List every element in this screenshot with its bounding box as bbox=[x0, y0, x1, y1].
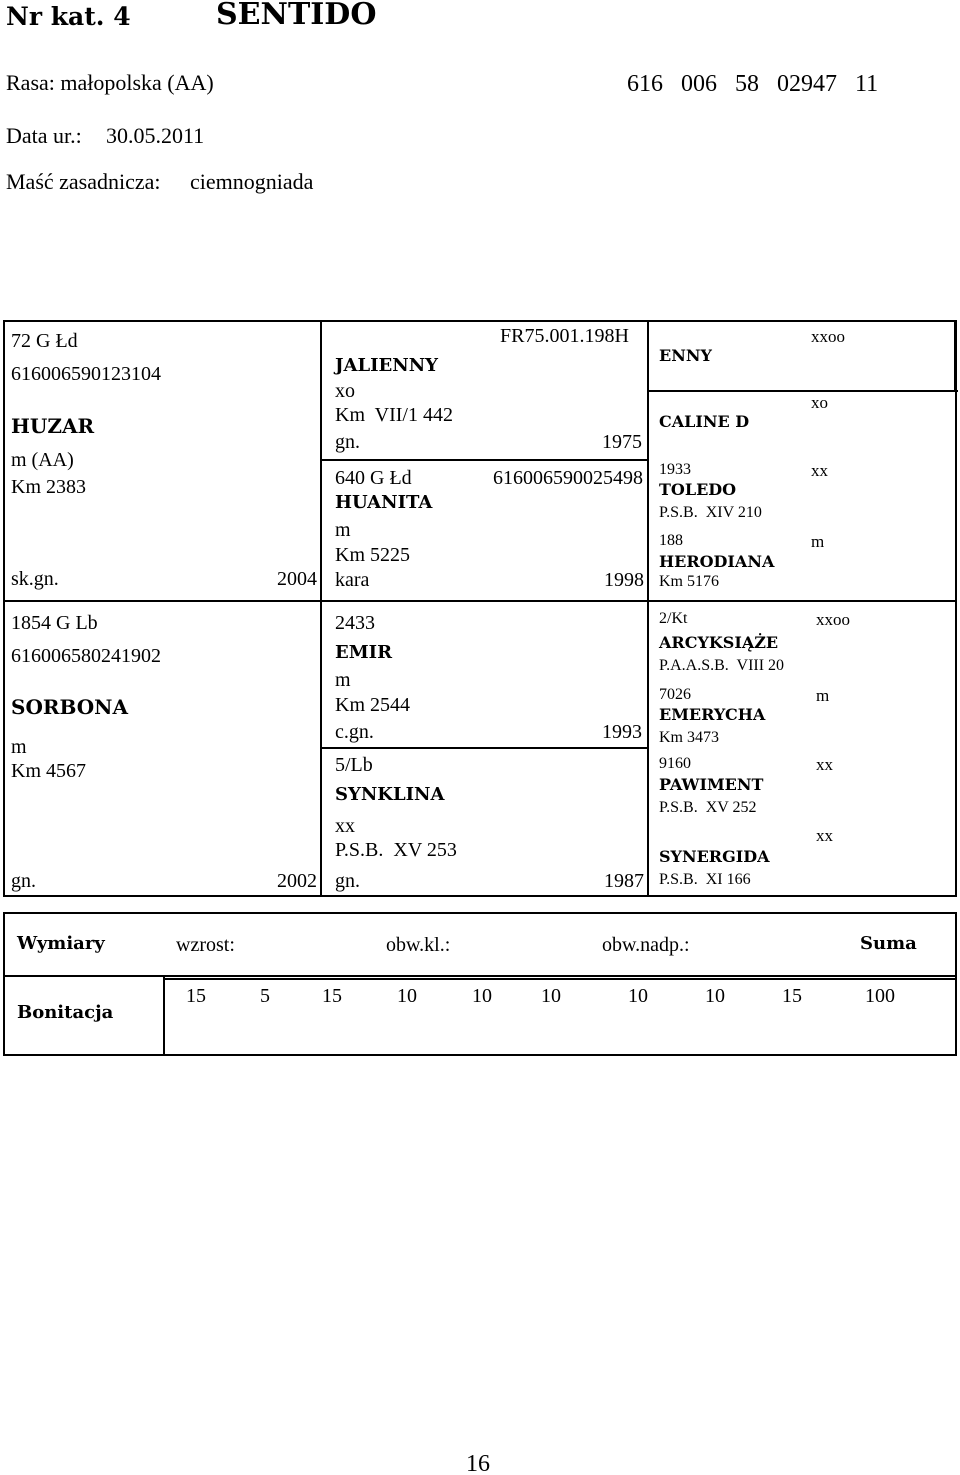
scores-frame bbox=[3, 912, 957, 1056]
sire-dam-color: kara bbox=[335, 569, 370, 591]
sire-sire-km: Km VII/1 442 bbox=[335, 404, 453, 426]
score-7: 10 bbox=[628, 985, 648, 1007]
sire-sire-name: JALIENNY bbox=[335, 355, 439, 376]
dam-id: 616006580241902 bbox=[11, 645, 161, 667]
score-8: 10 bbox=[705, 985, 725, 1007]
sire-dam-year: 1998 bbox=[604, 569, 644, 591]
dam-line1: 1854 G Lb bbox=[11, 612, 98, 634]
sire-name: HUZAR bbox=[11, 414, 95, 438]
sire-sire-code: FR75.001.198H bbox=[500, 325, 629, 347]
breed-line: Rasa: małopolska (AA) bbox=[6, 70, 214, 95]
coat-color-value: ciemnogniada bbox=[190, 169, 314, 194]
ggp-herod-no: 188 bbox=[659, 532, 683, 549]
measurements-label: Wymiary bbox=[17, 933, 105, 954]
dam-km: Km 4567 bbox=[11, 760, 86, 782]
sire-id: 616006590123104 bbox=[11, 363, 161, 385]
sire-dam-line1: 640 G Łd bbox=[335, 467, 412, 489]
pedigree-divider bbox=[3, 600, 957, 602]
dam-sire-name: EMIR bbox=[335, 642, 393, 663]
scores-top-rule bbox=[3, 975, 957, 977]
ggp-b-ref: Km 3473 bbox=[659, 729, 719, 746]
dam-breed-2: m bbox=[816, 686, 830, 705]
pedigree-col-divider-1 bbox=[320, 320, 322, 897]
sire-year: 2004 bbox=[277, 568, 317, 590]
dam-year: 2002 bbox=[277, 870, 317, 892]
dam-dam-name: SYNKLINA bbox=[335, 784, 445, 805]
score-9: 15 bbox=[782, 985, 802, 1007]
dam-sire-year: 1993 bbox=[602, 721, 642, 743]
score-6: 10 bbox=[541, 985, 561, 1007]
sire-sire-color: gn. bbox=[335, 431, 360, 453]
ggp-a-name: ARCYKSIĄŻE bbox=[659, 633, 779, 652]
dam-sire-line1: 2433 bbox=[335, 612, 375, 634]
sire-split-line bbox=[320, 459, 649, 461]
ggp-b-name: EMERYCHA bbox=[659, 705, 766, 724]
ggp-caline: CALINE D bbox=[659, 412, 750, 431]
ggp-enny: ENNY bbox=[659, 346, 712, 365]
catalog-number: Nr kat. 4 bbox=[6, 2, 131, 31]
ggp-d-ref: P.S.B. XI 166 bbox=[659, 871, 751, 888]
sire-sire-breed: xo bbox=[335, 380, 355, 402]
chest-girth-label: obw.kl.: bbox=[386, 934, 451, 956]
dam-dam-breed: xx bbox=[335, 815, 355, 837]
sire-sex: m (AA) bbox=[11, 449, 74, 471]
sire-dam-name: HUANITA bbox=[335, 492, 433, 513]
dam-breed-1: xxoo bbox=[816, 610, 850, 629]
score-1: 15 bbox=[186, 985, 206, 1007]
ggp-a-no: 2/Kt bbox=[659, 610, 688, 627]
birth-date-label: Data ur.: bbox=[6, 123, 82, 148]
dam-sire-color: c.gn. bbox=[335, 721, 374, 743]
id-number: 616 006 58 02947 11 bbox=[627, 71, 879, 97]
dam-dam-ref: P.S.B. XV 253 bbox=[335, 839, 457, 861]
ggp-toledo-no: 1933 bbox=[659, 461, 691, 478]
ggp-d-name: SYNERGIDA bbox=[659, 847, 770, 866]
dam-sire-km: Km 2544 bbox=[335, 694, 410, 716]
sire-breed-2: xo bbox=[811, 393, 828, 412]
horse-name: SENTIDO bbox=[216, 0, 377, 32]
dam-dam-color: gn. bbox=[335, 870, 360, 892]
ggp-herod: HERODIANA bbox=[659, 552, 775, 571]
ggp-herod-ref: Km 5176 bbox=[659, 573, 719, 590]
scores-col-rule bbox=[163, 975, 165, 1056]
dam-name: SORBONA bbox=[11, 695, 128, 719]
scores-inner-rule bbox=[163, 978, 957, 980]
ggp-c-name: PAWIMENT bbox=[659, 775, 764, 794]
ggp-b-no: 7026 bbox=[659, 686, 691, 703]
sire-breed-4: m bbox=[811, 532, 825, 551]
ggp-c-ref: P.S.B. XV 252 bbox=[659, 799, 757, 816]
sum-label: Suma bbox=[860, 933, 917, 954]
cannon-girth-label: obw.nadp.: bbox=[602, 934, 690, 956]
sire-dam-id: 616006590025498 bbox=[493, 467, 643, 489]
sire-breed-3: xx bbox=[811, 461, 828, 480]
sire-sire-year: 1975 bbox=[602, 431, 642, 453]
sire-color: sk.gn. bbox=[11, 568, 59, 590]
dam-dam-year: 1987 bbox=[604, 870, 644, 892]
pedigree-col-divider-2 bbox=[647, 320, 649, 897]
score-3: 15 bbox=[322, 985, 342, 1007]
dam-sex: m bbox=[11, 736, 27, 758]
coat-color-label: Maść zasadnicza: bbox=[6, 169, 161, 194]
dam-sire-sex: m bbox=[335, 669, 351, 691]
bonitation-label: Bonitacja bbox=[17, 1002, 114, 1023]
sire-km: Km 2383 bbox=[11, 476, 86, 498]
dam-color: gn. bbox=[11, 870, 36, 892]
dam-dam-line1: 5/Lb bbox=[335, 754, 373, 776]
ggp-toledo-ref: P.S.B. XIV 210 bbox=[659, 504, 762, 521]
page-number: 16 bbox=[466, 1451, 490, 1475]
sire-dam-km: Km 5225 bbox=[335, 544, 410, 566]
sire-dam-sex: m bbox=[335, 519, 351, 541]
birth-date-value: 30.05.2011 bbox=[106, 123, 205, 148]
dam-breed-3: xx bbox=[816, 755, 833, 774]
ggp-a-ref: P.A.A.S.B. VIII 20 bbox=[659, 657, 785, 674]
ggp-line-1 bbox=[648, 390, 958, 392]
score-4: 10 bbox=[397, 985, 417, 1007]
dam-split-line bbox=[320, 747, 649, 749]
sire-breed-1: xxoo bbox=[811, 327, 845, 346]
score-2: 5 bbox=[260, 985, 270, 1007]
score-5: 10 bbox=[472, 985, 492, 1007]
sire-line1: 72 G Łd bbox=[11, 330, 78, 352]
ggp-c-no: 9160 bbox=[659, 755, 691, 772]
dam-breed-4: xx bbox=[816, 826, 833, 845]
ggp-box-edge bbox=[954, 320, 956, 390]
score-total: 100 bbox=[865, 985, 895, 1007]
ggp-toledo: TOLEDO bbox=[659, 480, 737, 499]
height-label: wzrost: bbox=[176, 934, 235, 956]
